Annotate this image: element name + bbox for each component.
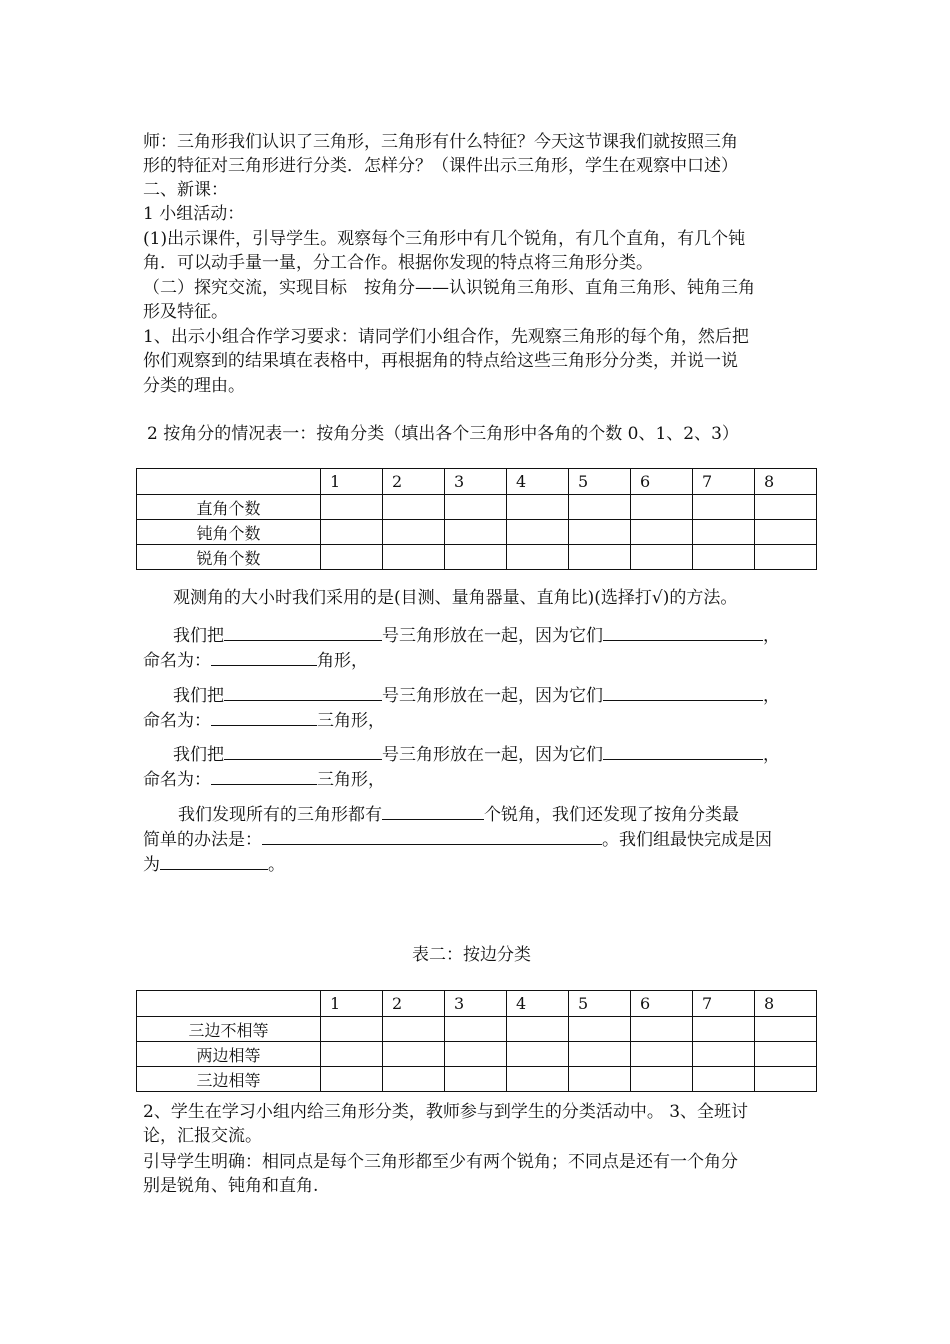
table1-row-label-acute-angle: 锐角个数 (137, 545, 321, 570)
table1-corner-cell (137, 469, 321, 495)
table2-column-header: 2 (383, 991, 445, 1017)
table1-column-header: 7 (693, 469, 755, 495)
fill-middle: 号三角形放在一起，因为它们 (382, 626, 603, 646)
intro-line-8: 形及特征。 (143, 302, 228, 322)
blank-method[interactable] (262, 826, 602, 845)
table2-cell[interactable] (631, 1042, 693, 1067)
table2-cell[interactable] (631, 1067, 693, 1092)
name-prefix: 命名为： (143, 651, 211, 671)
intro-line-11: 分类的理由。 (143, 376, 245, 396)
table1-cell[interactable] (569, 545, 631, 570)
table1-cell[interactable] (693, 495, 755, 520)
discovery-line-2 (143, 826, 818, 852)
table1-cell[interactable] (693, 545, 755, 570)
table-row (137, 1067, 817, 1092)
table2-column-header: 6 (631, 991, 693, 1017)
table1-cell[interactable] (321, 545, 383, 570)
intro-line-10: 你们观察到的结果填在表格中，再根据角的特点给这些三角形分分类，并说一说 (143, 351, 738, 371)
group-activity-heading: 1 小组活动： (143, 204, 245, 224)
fill-line-2 (173, 682, 848, 708)
table2-cell[interactable] (321, 1042, 383, 1067)
table1-caption: 2 按角分的情况表一：按角分类（填出各个三角形中各角的个数 0、1、2、3） (147, 424, 739, 444)
blank-triangle-numbers[interactable] (224, 622, 382, 641)
fill-end-comma: ， (763, 686, 780, 706)
table2-column-header: 1 (321, 991, 383, 1017)
blank-name[interactable] (211, 647, 317, 666)
table2-column-header: 8 (755, 991, 817, 1017)
discovery-method-end: 。我们组最快完成是因 (602, 830, 772, 850)
table1-cell[interactable] (755, 520, 817, 545)
fill-line-3 (173, 741, 848, 767)
table2-cell[interactable] (631, 1017, 693, 1042)
discovery-line-3 (143, 851, 818, 877)
table2-cell[interactable] (507, 1067, 569, 1092)
table2-cell[interactable] (693, 1042, 755, 1067)
blank-reason[interactable] (603, 682, 763, 701)
table2-cell[interactable] (383, 1017, 445, 1042)
table2-cell[interactable] (383, 1067, 445, 1092)
table2-column-header: 4 (507, 991, 569, 1017)
intro-line-6: 角．可以动手量一量，分工合作。根据你发现的特点将三角形分类。 (143, 253, 653, 273)
table-row (137, 545, 817, 570)
table1-cell[interactable] (383, 520, 445, 545)
table2-row-label-isosceles: 两边相等 (137, 1042, 321, 1067)
discovery-reason-end: 。 (268, 855, 285, 875)
discovery-method-prefix: 简单的办法是： (143, 830, 262, 850)
table1-cell[interactable] (755, 545, 817, 570)
table1-cell[interactable] (693, 520, 755, 545)
name-line-1 (143, 647, 818, 673)
table1-cell[interactable] (507, 495, 569, 520)
table2-column-header: 3 (445, 991, 507, 1017)
section-heading-new-lesson: 二、新课： (143, 180, 228, 200)
table1-row-label-obtuse-angle: 钝角个数 (137, 520, 321, 545)
name-suffix: 三角形， (317, 770, 385, 790)
table-row (137, 495, 817, 520)
table1-cell[interactable] (569, 495, 631, 520)
blank-triangle-numbers[interactable] (224, 682, 382, 701)
table2-cell[interactable] (755, 1042, 817, 1067)
table2-cell[interactable] (383, 1042, 445, 1067)
table1-column-header: 1 (321, 469, 383, 495)
table1-column-header: 5 (569, 469, 631, 495)
name-prefix: 命名为： (143, 711, 211, 731)
blank-reason[interactable] (603, 622, 763, 641)
table2-cell[interactable] (507, 1042, 569, 1067)
table1-column-header: 2 (383, 469, 445, 495)
table2-side-classification (136, 990, 817, 1092)
blank-reason[interactable] (603, 741, 763, 760)
fill-line-1 (173, 622, 848, 648)
table2-cell[interactable] (445, 1067, 507, 1092)
table1-cell[interactable] (631, 520, 693, 545)
fill-middle: 号三角形放在一起，因为它们 (382, 745, 603, 765)
table2-row-label-scalene: 三边不相等 (137, 1017, 321, 1042)
table2-cell[interactable] (755, 1067, 817, 1092)
table2-cell[interactable] (507, 1017, 569, 1042)
table2-cell[interactable] (445, 1042, 507, 1067)
table1-cell[interactable] (507, 520, 569, 545)
table1-cell[interactable] (631, 545, 693, 570)
name-suffix: 三角形， (317, 711, 385, 731)
table1-cell[interactable] (569, 520, 631, 545)
name-line-2 (143, 707, 818, 733)
table2-cell[interactable] (693, 1017, 755, 1042)
table-row (137, 1042, 817, 1067)
table2-column-header: 7 (693, 991, 755, 1017)
fill-end-comma: ， (763, 745, 780, 765)
fill-prefix: 我们把 (173, 745, 224, 765)
blank-fastest-reason[interactable] (160, 851, 268, 870)
name-line-3 (143, 766, 818, 792)
intro-line-9: 1、出示小组合作学习要求：请同学们小组合作，先观察三角形的每个角，然后把 (143, 327, 749, 347)
intro-line-7: （二）探究交流，实现目标 按角分——认识锐角三角形、直角三角形、钝角三角 (143, 278, 755, 298)
table2-cell[interactable] (321, 1017, 383, 1042)
table-row (137, 1017, 817, 1042)
table1-angle-classification (136, 468, 817, 570)
intro-line-2: 形的特征对三角形进行分类．怎样分？（课件出示三角形，学生在观察中口述） (143, 156, 738, 176)
table1-cell[interactable] (445, 520, 507, 545)
outro-line-2: 论，汇报交流。 (143, 1126, 262, 1146)
fill-prefix: 我们把 (173, 686, 224, 706)
table2-row-label-equilateral: 三边相等 (137, 1067, 321, 1092)
table1-cell[interactable] (755, 495, 817, 520)
intro-line-1: 师：三角形我们认识了三角形，三角形有什么特征？今天这节课我们就按照三角 (143, 132, 738, 152)
table2-cell[interactable] (569, 1042, 631, 1067)
table1-column-header: 4 (507, 469, 569, 495)
blank-name[interactable] (211, 707, 317, 726)
table-row (137, 520, 817, 545)
blank-acute-count[interactable] (382, 801, 484, 820)
fill-end-comma: ， (763, 626, 780, 646)
name-prefix: 命名为： (143, 770, 211, 790)
name-suffix: 角形， (317, 651, 368, 671)
outro-line-1: 2、学生在学习小组内给三角形分类，教师参与到学生的分类活动中。 3、全班讨 (143, 1102, 749, 1122)
blank-triangle-numbers[interactable] (224, 741, 382, 760)
table1-cell[interactable] (507, 545, 569, 570)
table1-row-label-right-angle: 直角个数 (137, 495, 321, 520)
table1-cell[interactable] (383, 495, 445, 520)
fill-prefix: 我们把 (173, 626, 224, 646)
table1-cell[interactable] (321, 520, 383, 545)
table1-column-header: 3 (445, 469, 507, 495)
table1-cell[interactable] (321, 495, 383, 520)
table2-cell[interactable] (693, 1067, 755, 1092)
table2-cell[interactable] (755, 1017, 817, 1042)
discovery-middle: 个锐角，我们还发现了按角分类最 (484, 805, 739, 825)
fill-middle: 号三角形放在一起，因为它们 (382, 686, 603, 706)
table1-cell[interactable] (445, 545, 507, 570)
table2-cell[interactable] (569, 1017, 631, 1042)
outro-line-3: 引导学生明确：相同点是每个三角形都至少有两个锐角；不同点是还有一个角分 (143, 1152, 738, 1172)
table2-corner-cell (137, 991, 321, 1017)
table1-cell[interactable] (631, 495, 693, 520)
table2-cell[interactable] (321, 1067, 383, 1092)
table2-column-header: 5 (569, 991, 631, 1017)
discovery-prefix: 我们发现所有的三角形都有 (178, 805, 382, 825)
table1-cell[interactable] (445, 495, 507, 520)
table1-cell[interactable] (383, 545, 445, 570)
observation-method-line: 观测角的大小时我们采用的是(目测、量角器量、直角比)(选择打√)的方法。 (173, 588, 738, 608)
table2-cell[interactable] (569, 1067, 631, 1092)
table2-cell[interactable] (445, 1017, 507, 1042)
discovery-line-1 (178, 801, 853, 827)
table2-caption: 表二：按边分类 (412, 945, 531, 965)
intro-line-5: (1)出示课件，引导学生。观察每个三角形中有几个锐角，有几个直角，有几个钝 (143, 229, 746, 249)
discovery-reason-prefix: 为 (143, 855, 160, 875)
table1-column-header: 8 (755, 469, 817, 495)
table1-column-header: 6 (631, 469, 693, 495)
blank-name[interactable] (211, 766, 317, 785)
outro-line-4: 别是锐角、钝角和直角. (143, 1176, 319, 1196)
